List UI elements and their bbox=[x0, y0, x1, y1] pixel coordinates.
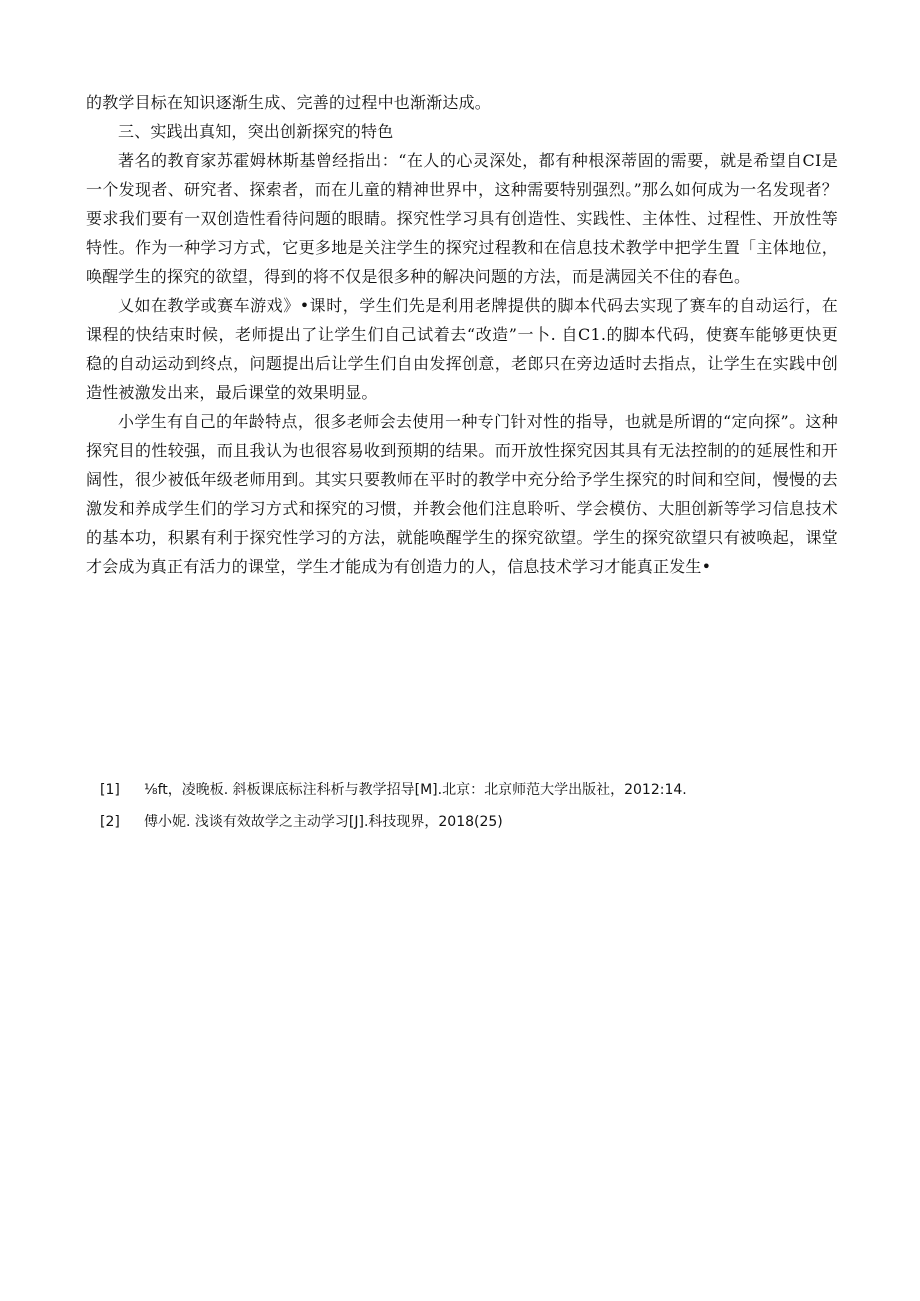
reference-text: 傅小妮. 浅谈有效故学之主动学习[J].科技现界，2018(25) bbox=[144, 814, 503, 830]
reference-item bbox=[100, 774, 860, 806]
section-heading: 三、实践出真知，突出创新探究的特色 bbox=[118, 122, 394, 141]
intro-line: 的教学目标在知识逐渐生成、完善的过程中也渐渐达成。 bbox=[86, 93, 492, 112]
reference-item bbox=[100, 806, 860, 838]
paragraph-3: 小学生有自己的年龄特点，很多老师会去使用一种专门针对性的指导，也就是所谓的“定向探”。这种探究目的性较强，而且我认为也很容易收到预期的结果。而开放性探究因其具有无法控制的的延展性和开阔性，很少被低年级老师用到。其实只要教师在平时的教学中充分给予学生探究的时间和空间，慢慢的去激发和养成学生们的学习方式和探究的习惯，并教会他们注息聆听、学会模仿、大胆创新等学习信息技术的基本功，积累有利于探究性学习的方法，就能唤醒学生的探究欲望。学生的探究欲望只有被唤起，课堂才会成为真正有活力的课堂，学生才能成为有创造力的人，信息技术学习才能真正发生• bbox=[86, 412, 838, 576]
reference-number: [2] bbox=[100, 814, 120, 830]
body-text bbox=[86, 88, 838, 581]
reference-list bbox=[100, 774, 860, 838]
paragraph-1: 著名的教育家苏霍姆林斯基曾经指出：“在人的心灵深处，都有种根深蒂固的需要，就是希望自CI是一个发现者、研究者、探索者，而在儿童的精神世界中，这种需要特别强烈。”那么如何成为一名发现者？要求我们要有一双创造性看待问题的眼睛。探究性学习具有创造性、实践性、主体性、过程性、开放性等特性。作为一种学习方式，它更多地是关注学生的探究过程教和在信息技术教学中把学生置「主体地位，唤醒学生的探究的欲望，得到的将不仅是很多种的解决问题的方法，而是满园关不住的春色。 bbox=[86, 151, 838, 286]
paragraph-2: 乂如在教学或赛车游戏》•课时，学生们先是利用老牌提供的脚本代码去实现了赛车的自动运行，在课程的快结束时候，老师提出了让学生们自己试着去“改造”一卜. 自C1.的脚本代码，使赛车能够更快更稳的自动运动到终点，问题提出后让学生们自由发挥创意，老郎只在旁边适时去指点，让学生在实践中创造性被激发出来，最后课堂的效果明显。 bbox=[86, 296, 838, 402]
reference-text: ⅛ft，凌晚板. 斜板课底标注科析与教学招导[M].北京：北京师范大学出版社，2012:14. bbox=[144, 782, 687, 798]
reference-number: [1] bbox=[100, 782, 120, 798]
